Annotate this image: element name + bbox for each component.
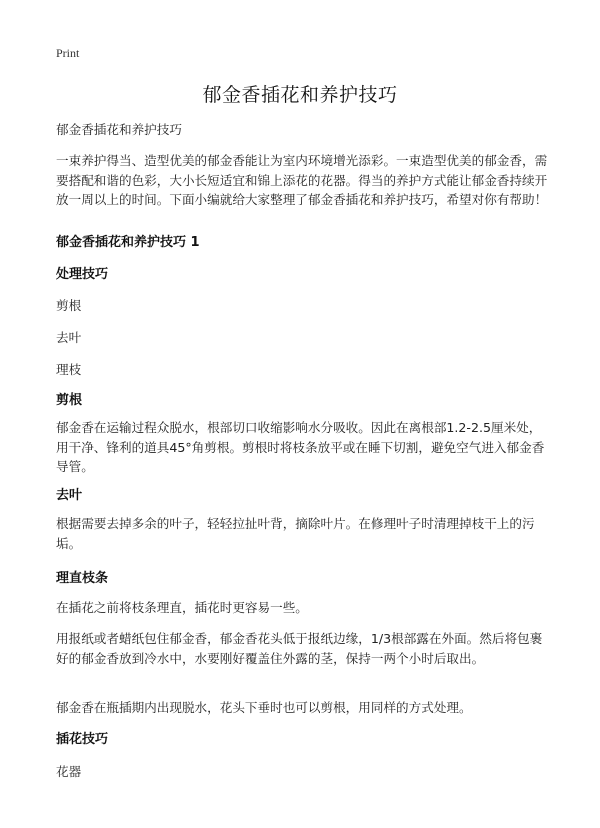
cut-root-paragraph: 郁金香在运输过程众脱水，根部切口收缩影响水分吸收。因此在离根部1.2-2.5厘米处，用干净、锋利的道具45°角剪根。剪根时将枝条放平或在睡下切割，避免空气进入郁金香导管。 bbox=[56, 420, 545, 474]
straighten-paragraph-2: 用报纸或者蜡纸包住郁金香，郁金香花头低于报纸边缘，1/3根部露在外面。然后将包裹好的郁金香放到冷水中，水要刚好覆盖住外露的茎，保持一两个小时后取出。 bbox=[56, 631, 543, 666]
straighten-paragraph-1: 在插花之前将枝条理直，插花时更容易一些。 bbox=[56, 600, 308, 615]
list-item: 剪根 bbox=[56, 298, 82, 313]
list-item: 理枝 bbox=[56, 362, 82, 377]
handling-heading: 处理技巧 bbox=[56, 267, 109, 282]
straighten-heading: 理直枝条 bbox=[56, 571, 109, 586]
cut-root-heading: 剪根 bbox=[56, 393, 83, 408]
list-item: 去叶 bbox=[56, 330, 82, 345]
straighten-paragraph-3: 郁金香在瓶插期内出现脱水，花头下垂时也可以剪根，用同样的方式处理。 bbox=[56, 700, 472, 715]
print-link[interactable]: Print bbox=[56, 46, 80, 60]
vase-label: 花器 bbox=[56, 764, 82, 779]
arrange-heading: 插花技巧 bbox=[56, 732, 109, 747]
intro-paragraph: 一束养护得当、造型优美的郁金香能让为室内环境增光添彩。一束造型优美的郁金香，需要搭配和谐的色彩，大小长短适宜和锦上添花的花器。得当的养护方式能让郁金香持续开放一周以上的时间。下面小编就给大家整理了郁金香插花和养护技巧，希望对你有帮助！ bbox=[56, 153, 548, 207]
page-title: 郁金香插花和养护技巧 bbox=[202, 84, 398, 106]
remove-leaf-paragraph: 根据需要去掉多余的叶子，轻轻拉扯叶背，摘除叶片。在修理叶子时清理掉枝干上的污垢。 bbox=[56, 516, 535, 551]
subtitle: 郁金香插花和养护技巧 bbox=[56, 122, 182, 137]
section-heading: 郁金香插花和养护技巧 1 bbox=[56, 235, 200, 250]
remove-leaf-heading: 去叶 bbox=[56, 488, 83, 503]
